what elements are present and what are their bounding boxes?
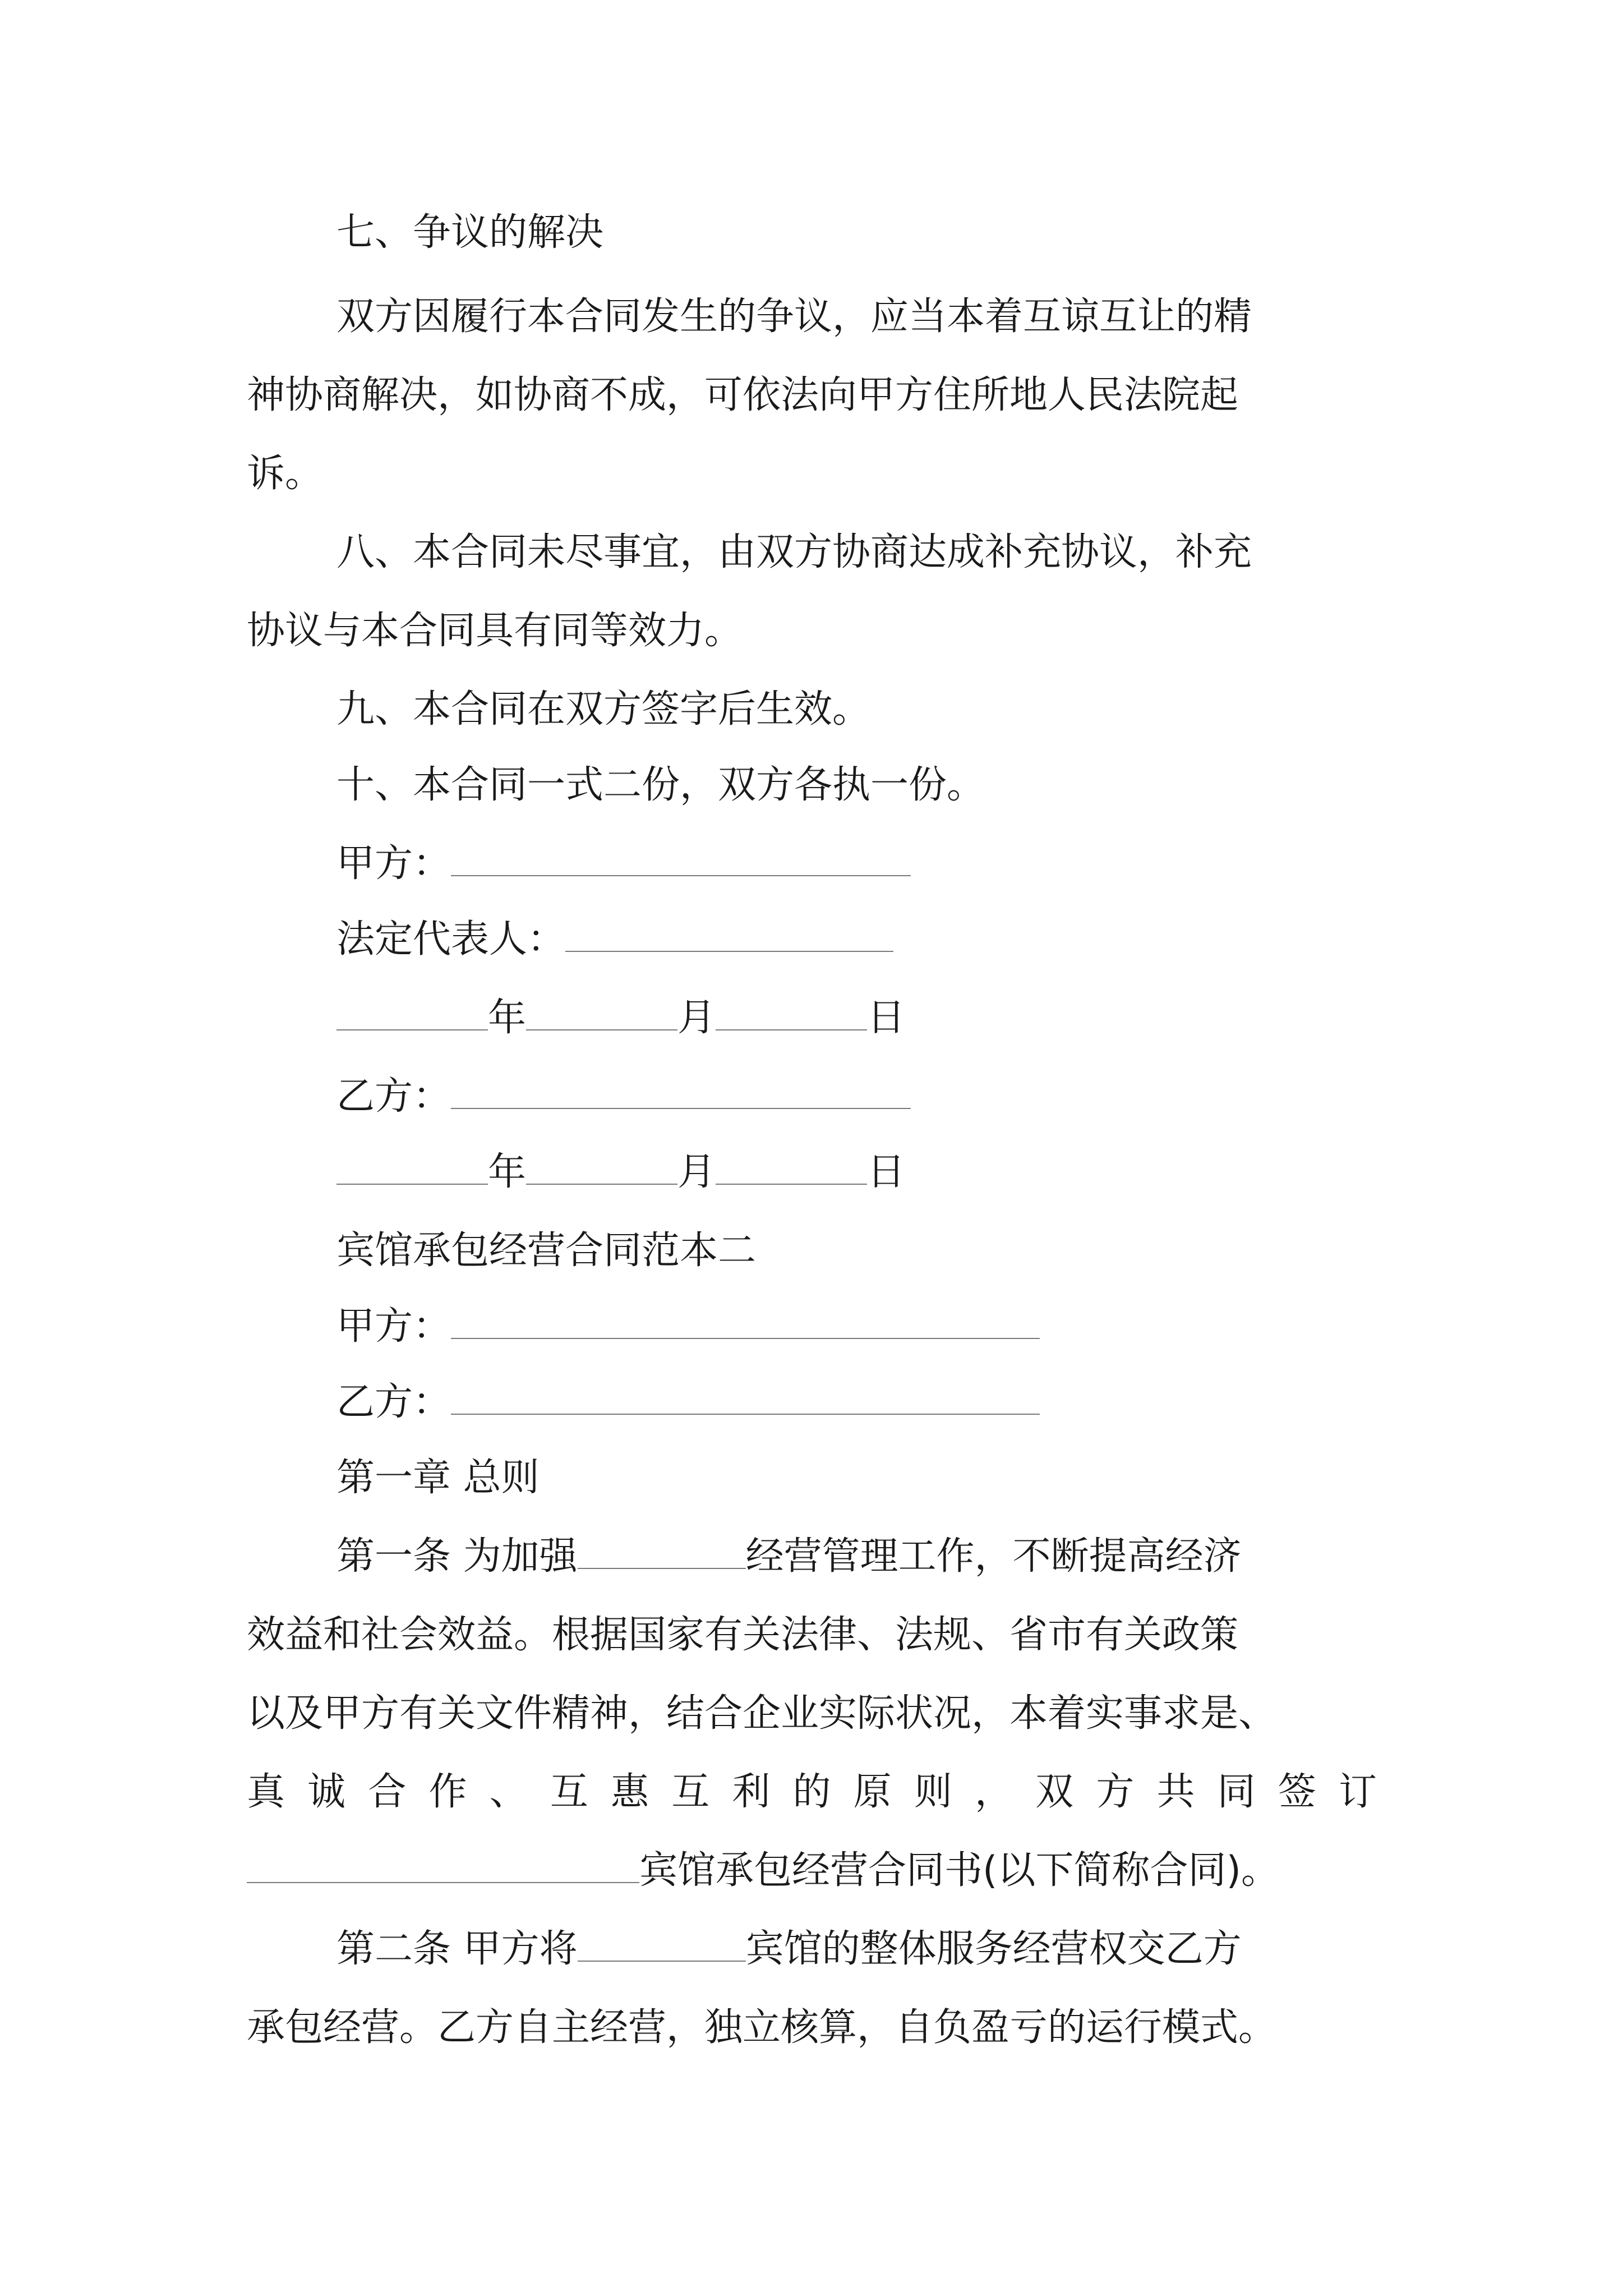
month-blank-2[interactable]: [526, 1149, 677, 1185]
template-2-title: 宾馆承包经营合同范本二: [336, 1228, 757, 1273]
party-b-signature-line: [336, 1071, 911, 1122]
article-1-blank[interactable]: [578, 1533, 746, 1569]
article-1-line-1: [336, 1531, 1242, 1582]
year-blank-2[interactable]: [336, 1149, 488, 1185]
article-1-line-3: 以及甲方有关文件精神，结合企业实际状况，本着实事求是、: [247, 1691, 1277, 1736]
article-1-line-4: 真诚合作、互惠互利的原则，双方共同签订: [247, 1770, 1377, 1814]
date-line-2: [336, 1147, 905, 1198]
day-blank-1[interactable]: [716, 995, 867, 1030]
template-2-party-a-blank[interactable]: [451, 1303, 1040, 1339]
date-line-1: [336, 993, 905, 1043]
day-label-2: 日: [867, 1150, 906, 1194]
month-label-1: 月: [677, 996, 716, 1040]
article-1-line-5: [247, 1846, 1279, 1896]
day-blank-2[interactable]: [716, 1149, 867, 1185]
chapter-1-heading: 第一章 总则: [336, 1456, 540, 1500]
article-2-line-1: [336, 1924, 1242, 1975]
year-label-2: 年: [488, 1150, 527, 1194]
day-label-1: 日: [867, 996, 906, 1040]
section-7-heading: 七、争议的解决: [336, 210, 604, 255]
template-2-party-a-line: [336, 1301, 1040, 1352]
article-2-prefix: 第二条 甲方将: [336, 1927, 578, 1971]
template-2-party-a-label: 甲方：: [336, 1304, 451, 1349]
template-2-party-b-line: [336, 1377, 1040, 1428]
article-2-blank[interactable]: [578, 1926, 746, 1962]
legal-rep-label: 法定代表人：: [336, 917, 566, 961]
article-2-line-2: 承包经营。乙方自主经营，独立核算，自负盈亏的运行模式。: [247, 2005, 1277, 2050]
article-1-prefix: 第一条 为加强: [336, 1534, 578, 1579]
section-8-line-1: 八、本合同未尽事宜，由双方协商达成补充协议，补充: [336, 530, 1252, 574]
section-10: 十、本合同一式二份，双方各执一份。: [336, 763, 985, 807]
template-2-party-b-label: 乙方：: [336, 1380, 451, 1424]
section-7-line-3: 诉。: [247, 452, 324, 496]
legal-rep-signature-line: [336, 914, 893, 965]
article-1-line-2: 效益和社会效益。根据国家有关法律、法规、省市有关政策: [247, 1613, 1239, 1657]
party-a-blank[interactable]: [451, 840, 911, 876]
month-label-2: 月: [677, 1150, 716, 1194]
party-b-label: 乙方：: [336, 1074, 451, 1119]
article-1-hotel-blank[interactable]: [247, 1847, 639, 1883]
party-b-blank[interactable]: [451, 1073, 911, 1109]
year-blank-1[interactable]: [336, 995, 488, 1030]
template-2-party-b-blank[interactable]: [451, 1379, 1040, 1415]
article-1-line-5-suffix: 宾馆承包经营合同书(以下简称合同)。: [639, 1848, 1280, 1893]
section-7-line-2: 神协商解决，如协商不成，可依法向甲方住所地人民法院起: [247, 373, 1239, 417]
party-a-label: 甲方：: [336, 841, 451, 886]
section-9: 九、本合同在双方签字后生效。: [336, 687, 871, 731]
month-blank-1[interactable]: [526, 995, 677, 1030]
party-a-signature-line: [336, 839, 911, 889]
article-1-suffix: 经营管理工作，不断提高经济: [745, 1534, 1242, 1579]
legal-rep-blank[interactable]: [565, 916, 893, 952]
section-7-line-1: 双方因履行本合同发生的争议，应当本着互谅互让的精: [336, 295, 1252, 339]
article-2-suffix: 宾馆的整体服务经营权交乙方: [745, 1927, 1242, 1971]
year-label-1: 年: [488, 996, 527, 1040]
section-8-line-2: 协议与本合同具有同等效力。: [247, 609, 743, 653]
